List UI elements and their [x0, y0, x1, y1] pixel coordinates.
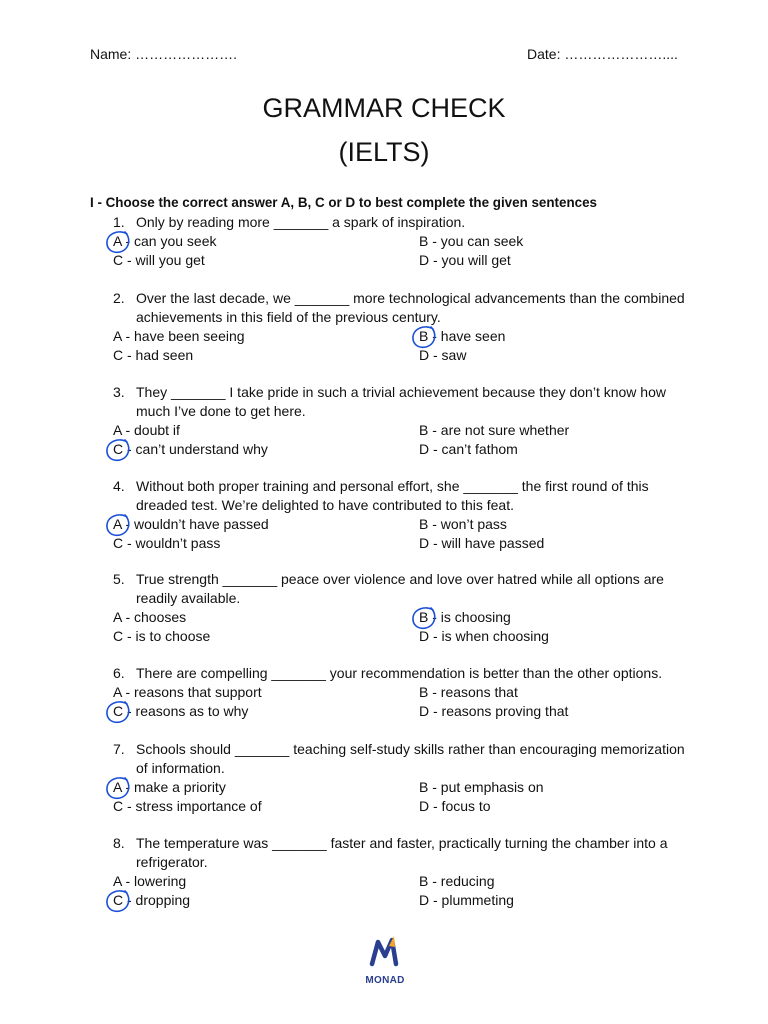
- question-stem-line: much I’ve done to get here.: [136, 403, 306, 419]
- option-d[interactable]: D - can’t fathom: [419, 441, 518, 457]
- logo-text: MONAD: [365, 975, 405, 986]
- option-c[interactable]: C - reasons as to why: [113, 703, 249, 719]
- option-a[interactable]: A - have been seeing: [113, 328, 245, 344]
- option-c[interactable]: C - wouldn’t pass: [113, 535, 221, 551]
- page-title: GRAMMAR CHECK: [262, 93, 506, 123]
- question-number: 3.: [113, 384, 125, 400]
- question-number: 5.: [113, 571, 125, 587]
- option-b[interactable]: B - have seen: [419, 328, 506, 344]
- question-number: 2.: [113, 290, 125, 306]
- option-c[interactable]: C - is to choose: [113, 628, 211, 644]
- date-field-label: Date: …………………....: [527, 46, 678, 62]
- question-stem-line: True strength _______ peace over violence and love over hatred while all options are: [136, 571, 664, 587]
- question-stem-line: dreaded test. We’re delighted to have contributed to this feat.: [136, 497, 514, 513]
- page-subtitle: (IELTS): [338, 137, 430, 167]
- option-b[interactable]: B - put emphasis on: [419, 779, 544, 795]
- option-d[interactable]: D - saw: [419, 347, 467, 363]
- option-b[interactable]: B - are not sure whether: [419, 422, 570, 438]
- option-b[interactable]: B - reasons that: [419, 684, 518, 700]
- question-number: 7.: [113, 741, 125, 757]
- question-stem-line: Only by reading more _______ a spark of inspiration.: [136, 214, 466, 230]
- option-d[interactable]: D - will have passed: [419, 535, 545, 551]
- question-stem-line: They _______ I take pride in such a trivial achievement because they don’t know how: [136, 384, 666, 400]
- question-stem-line: Over the last decade, we _______ more technological advancements than the combined: [136, 290, 685, 306]
- question-stem-line: The temperature was _______ faster and faster, practically turning the chamber into a: [136, 835, 668, 851]
- question-stem-line: Without both proper training and personal effort, she _______ the first round of this: [136, 478, 649, 494]
- option-d[interactable]: D - plummeting: [419, 892, 514, 908]
- option-a[interactable]: A - make a priority: [113, 779, 226, 795]
- question-number: 8.: [113, 835, 125, 851]
- option-c[interactable]: C - dropping: [113, 892, 191, 908]
- option-d[interactable]: D - is when choosing: [419, 628, 549, 644]
- option-a[interactable]: A - wouldn’t have passed: [113, 516, 269, 532]
- question-number: 6.: [113, 665, 125, 681]
- option-b[interactable]: B - reducing: [419, 873, 495, 889]
- option-a[interactable]: A - lowering: [113, 873, 187, 889]
- option-c[interactable]: C - can’t understand why: [113, 441, 268, 457]
- option-c[interactable]: C - will you get: [113, 252, 205, 268]
- question-stem-line: achievements in this field of the previous century.: [136, 309, 441, 325]
- question-number: 4.: [113, 478, 125, 494]
- option-d[interactable]: D - you will get: [419, 252, 511, 268]
- name-field-label: Name: ………………….: [90, 46, 238, 62]
- option-d[interactable]: D - focus to: [419, 798, 491, 814]
- option-d[interactable]: D - reasons proving that: [419, 703, 569, 719]
- logo: [360, 934, 410, 986]
- question-stem-line: There are compelling _______ your recommendation is better than the other options.: [136, 665, 663, 681]
- option-c[interactable]: C - stress importance of: [113, 798, 262, 814]
- option-a[interactable]: A - can you seek: [113, 233, 217, 249]
- option-c[interactable]: C - had seen: [113, 347, 194, 363]
- option-b[interactable]: B - you can seek: [419, 233, 524, 249]
- option-a[interactable]: A - reasons that support: [113, 684, 262, 700]
- question-stem-line: of information.: [136, 760, 225, 776]
- question-stem-line: readily available.: [136, 590, 241, 606]
- question-number: 1.: [113, 214, 125, 230]
- question-stem-line: refrigerator.: [136, 854, 208, 870]
- monad-logo-icon: [368, 934, 402, 968]
- section-instruction: I - Choose the correct answer A, B, C or D to best complete the given sentences: [90, 195, 597, 210]
- question-stem-line: Schools should _______ teaching self-study skills rather than encouraging memorization: [136, 741, 685, 757]
- option-b[interactable]: B - won’t pass: [419, 516, 507, 532]
- option-b[interactable]: B - is choosing: [419, 609, 511, 625]
- option-a[interactable]: A - chooses: [113, 609, 187, 625]
- option-a[interactable]: A - doubt if: [113, 422, 180, 438]
